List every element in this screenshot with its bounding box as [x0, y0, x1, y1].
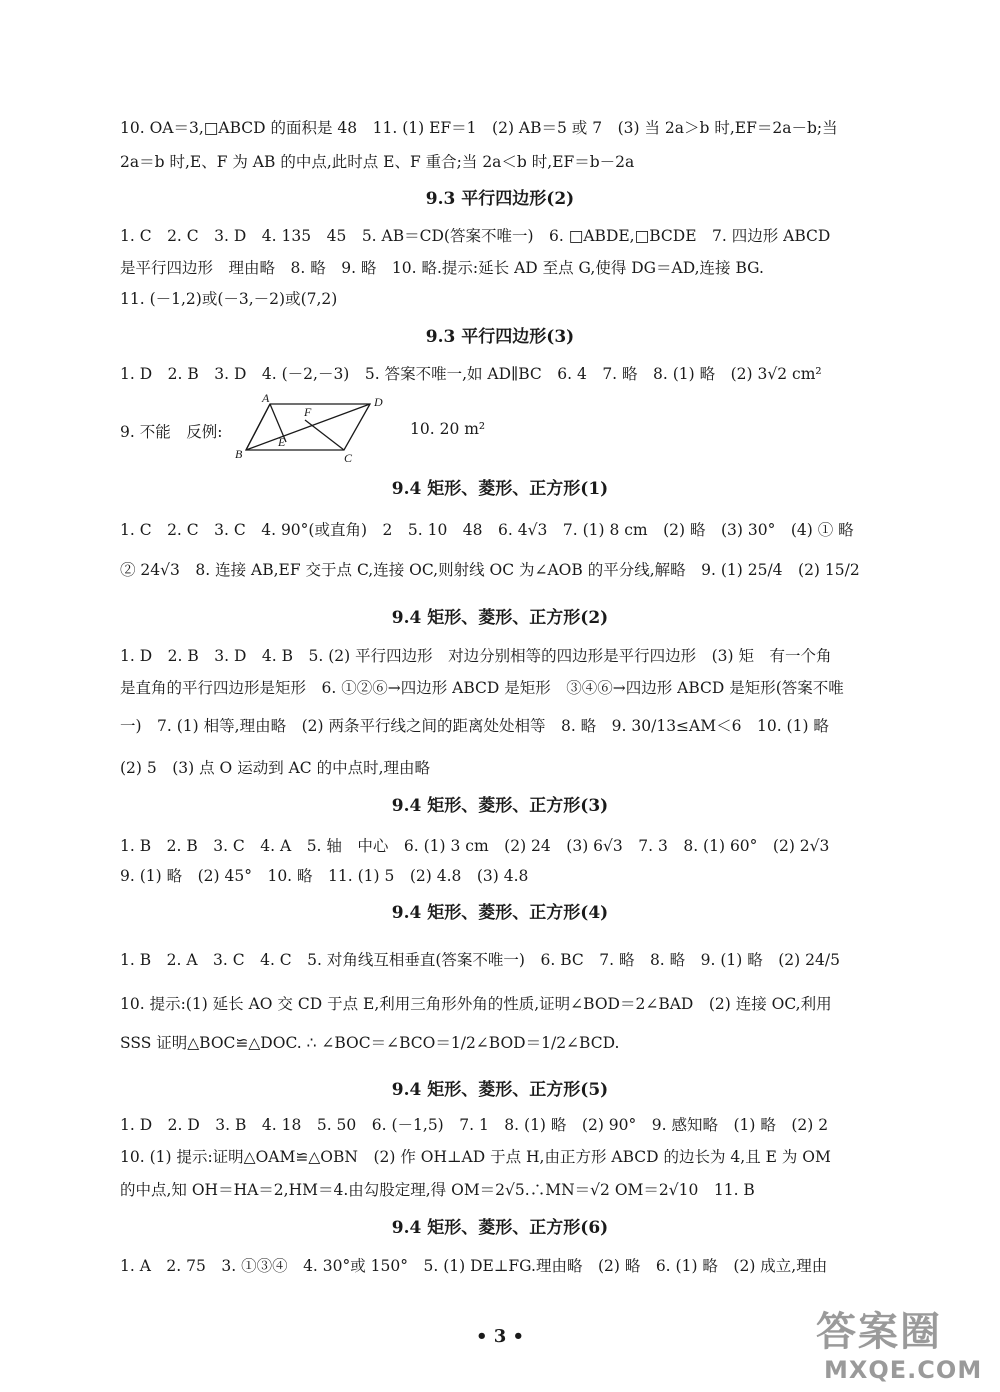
area-answer: 10. 20 m² [410, 420, 486, 438]
answer-line: 1. B 2. A 3. C 4. C 5. 对角线互相垂直(答案不唯一) 6. BC 7. 略 8. 略 9. (1) 略 (2) 24/5 [120, 951, 840, 969]
segment-fc [305, 420, 344, 450]
section-heading: 9.4 矩形、菱形、正方形(6) [391, 1218, 609, 1238]
answer-line: 1. C 2. C 3. C 4. 90°(或直角) 2 5. 10 48 6. 4√3 7. (1) 8 cm (2) 略 (3) 30° (4) ① 略 [120, 521, 854, 539]
section-heading: 9.4 矩形、菱形、正方形(5) [391, 1080, 609, 1100]
watermark-url: MXQE.COM [824, 1356, 983, 1384]
answer-line: 9. (1) 略 (2) 45° 10. 略 11. (1) 5 (2) 4.8 (3) 4.8 [120, 867, 529, 885]
point-c-label: C [344, 451, 353, 464]
watermark-text: 答案圈 [816, 1309, 942, 1355]
section-heading: 9.4 矩形、菱形、正方形(3) [391, 796, 609, 816]
answer-line: 是直角的平行四边形是矩形 6. ①②⑥→四边形 ABCD 是矩形 ③④⑥→四边形 ABCD 是矩形(答案不唯 [120, 679, 844, 697]
section-heading: 9.4 矩形、菱形、正方形(4) [391, 903, 609, 923]
counterexample-label: 9. 不能 反例: [120, 423, 223, 441]
answer-line: 1. D 2. B 3. D 4. (－2,－3) 5. 答案不唯一,如 AD∥BC 6. 4 7. 略 8. (1) 略 (2) 3√2 cm² [120, 365, 822, 383]
point-d-label: D [374, 395, 383, 409]
point-f-label: F [304, 405, 312, 419]
answer-line: 一) 7. (1) 相等,理由略 (2) 两条平行线之间的距离处处相等 8. 略 9. 30/13≤AM＜6 10. (1) 略 [120, 717, 829, 735]
point-b-label: B [235, 447, 243, 461]
point-e-label: E [278, 435, 286, 449]
section-heading: 9.3 平行四边形(2) [425, 189, 575, 209]
page-number: • 3 • [475, 1326, 525, 1347]
answer-line: ② 24√3 8. 连接 AB,EF 交于点 C,连接 OC,则射线 OC 为∠AOB 的平分线,解略 9. (1) 25/4 (2) 15/2 [120, 561, 860, 579]
answer-line: 10. OA＝3,□ABCD 的面积是 48 11. (1) EF＝1 (2) AB＝5 或 7 (3) 当 2a＞b 时,EF＝2a－b;当 [120, 119, 838, 137]
point-a-label: A [262, 392, 270, 405]
answer-line: 1. A 2. 75 3. ①③④ 4. 30°或 150° 5. (1) DE⊥FG.理由略 (2) 略 6. (1) 略 (2) 成立,理由 [120, 1257, 828, 1275]
section-heading: 9.4 矩形、菱形、正方形(2) [391, 608, 609, 628]
answer-line: 是平行四边形 理由略 8. 略 9. 略 10. 略.提示:延长 AD 至点 G,使得 DG＝AD,连接 BG. [120, 259, 764, 277]
answer-line: 11. (－1,2)或(－3,－2)或(7,2) [120, 290, 338, 308]
answer-line: 2a＝b 时,E、F 为 AB 的中点,此时点 E、F 重合;当 2a＜b 时,EF＝b－2a [120, 153, 635, 171]
answer-line: 1. C 2. C 3. D 4. 135 45 5. AB＝CD(答案不唯一) 6. □ABDE,□BCDE 7. 四边形 ABCD [120, 227, 831, 245]
section-heading: 9.4 矩形、菱形、正方形(1) [391, 479, 609, 499]
answer-line: 10. (1) 提示:证明△OAM≌△OBN (2) 作 OH⊥AD 于点 H,由正方形 ABCD 的边长为 4,且 E 为 OM [120, 1148, 831, 1166]
answer-line: 1. D 2. B 3. D 4. B 5. (2) 平行四边形 对边分别相等的四边形是平行四边形 (3) 矩 有一个角 [120, 647, 832, 665]
answer-line: 10. 提示:(1) 延长 AO 交 CD 于点 E,利用三角形外角的性质,证明∠BOD＝2∠BAD (2) 连接 OC,利用 [120, 995, 832, 1013]
counterexample-row [120, 392, 890, 464]
answer-line: (2) 5 (3) 点 O 运动到 AC 的中点时,理由略 [120, 759, 431, 777]
answer-line: 1. B 2. B 3. C 4. A 5. 轴 中心 6. (1) 3 cm (2) 24 (3) 6√3 7. 3 8. (1) 60° (2) 2√3 [120, 837, 830, 855]
answer-line: 1. D 2. D 3. B 4. 18 5. 50 6. (－1,5) 7. 1 8. (1) 略 (2) 90° 9. 感知略 (1) 略 (2) 2 [120, 1116, 829, 1134]
parallelogram-diagram [232, 392, 402, 464]
section-heading: 9.3 平行四边形(3) [425, 327, 575, 347]
watermark-logo [812, 1300, 992, 1388]
answer-line: SSS 证明△BOC≌△DOC. ∴ ∠BOC＝∠BCO＝1/2∠BOD＝1/2∠BCD. [120, 1034, 620, 1052]
answer-line: 的中点,知 OH＝HA＝2,HM＝4.由勾股定理,得 OM＝2√5.∴MN＝√2 OM＝2√10 11. B [120, 1181, 755, 1199]
